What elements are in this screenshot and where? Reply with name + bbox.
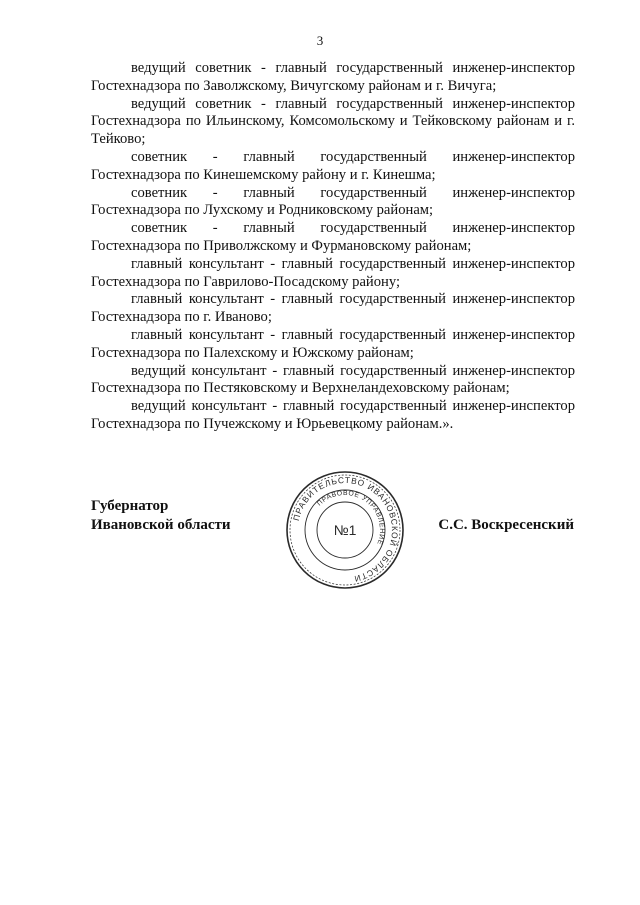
paragraph: советник - главный государственный инженер-инспектор Гостехнадзора по Приволжскому и Фурмановскому районам; [91,220,575,254]
document-body [91,60,575,434]
stamp-outer-text: ПРАВИТЕЛЬСТВО ИВАНОВСКОЙ ОБЛАСТИ [290,474,401,585]
page-number: 3 [316,33,324,48]
governor-title [91,497,231,535]
stamp-number: №1 [333,522,357,538]
paragraph: ведущий консультант - главный государственный инженер-инспектор Гостехнадзора по Пучежскому и Юрьевецкому районам.». [91,398,575,432]
paragraph: ведущий советник - главный государственный инженер-инспектор Гостехнадзора по Ильинскому, Комсомольскому и Тейковскому районам и г. Тейково; [91,95,575,148]
governor-title-line: Губернатор [91,498,169,514]
paragraph: ведущий советник - главный государственный инженер-инспектор Гостехнадзора по Заволжскому, Вичугскому районам и г. Вичуга; [91,60,575,94]
official-stamp [283,468,407,592]
signature-block [0,465,640,605]
stamp-inner-text: ПРАВОВОЕ УПРАВЛЕНИЕ [316,489,386,546]
paragraph: главный консультант - главный государственный инженер-инспектор Гостехнадзора по Палехскому и Южскому районам; [91,326,575,361]
governor-name: С.С. Воскресенский [438,517,574,533]
paragraph: главный консультант - главный государственный инженер-инспектор Гостехнадзора по г. Иваново; [91,291,575,326]
paragraph: главный консультант - главный государственный инженер-инспектор Гостехнадзора по Гаврилово-Посадскому району; [91,255,575,290]
governor-title-line: Ивановской области [91,517,231,533]
paragraph: ведущий консультант - главный государственный инженер-инспектор Гостехнадзора по Пестяковскому и Верхнеландеховскому районам; [91,362,575,397]
paragraph: советник - главный государственный инженер-инспектор Гостехнадзора по Лухскому и Родниковскому районам; [91,184,575,219]
paragraph: советник - главный государственный инженер-инспектор Гостехнадзора по Кинешемскому району и г. Кинешма; [91,148,575,183]
